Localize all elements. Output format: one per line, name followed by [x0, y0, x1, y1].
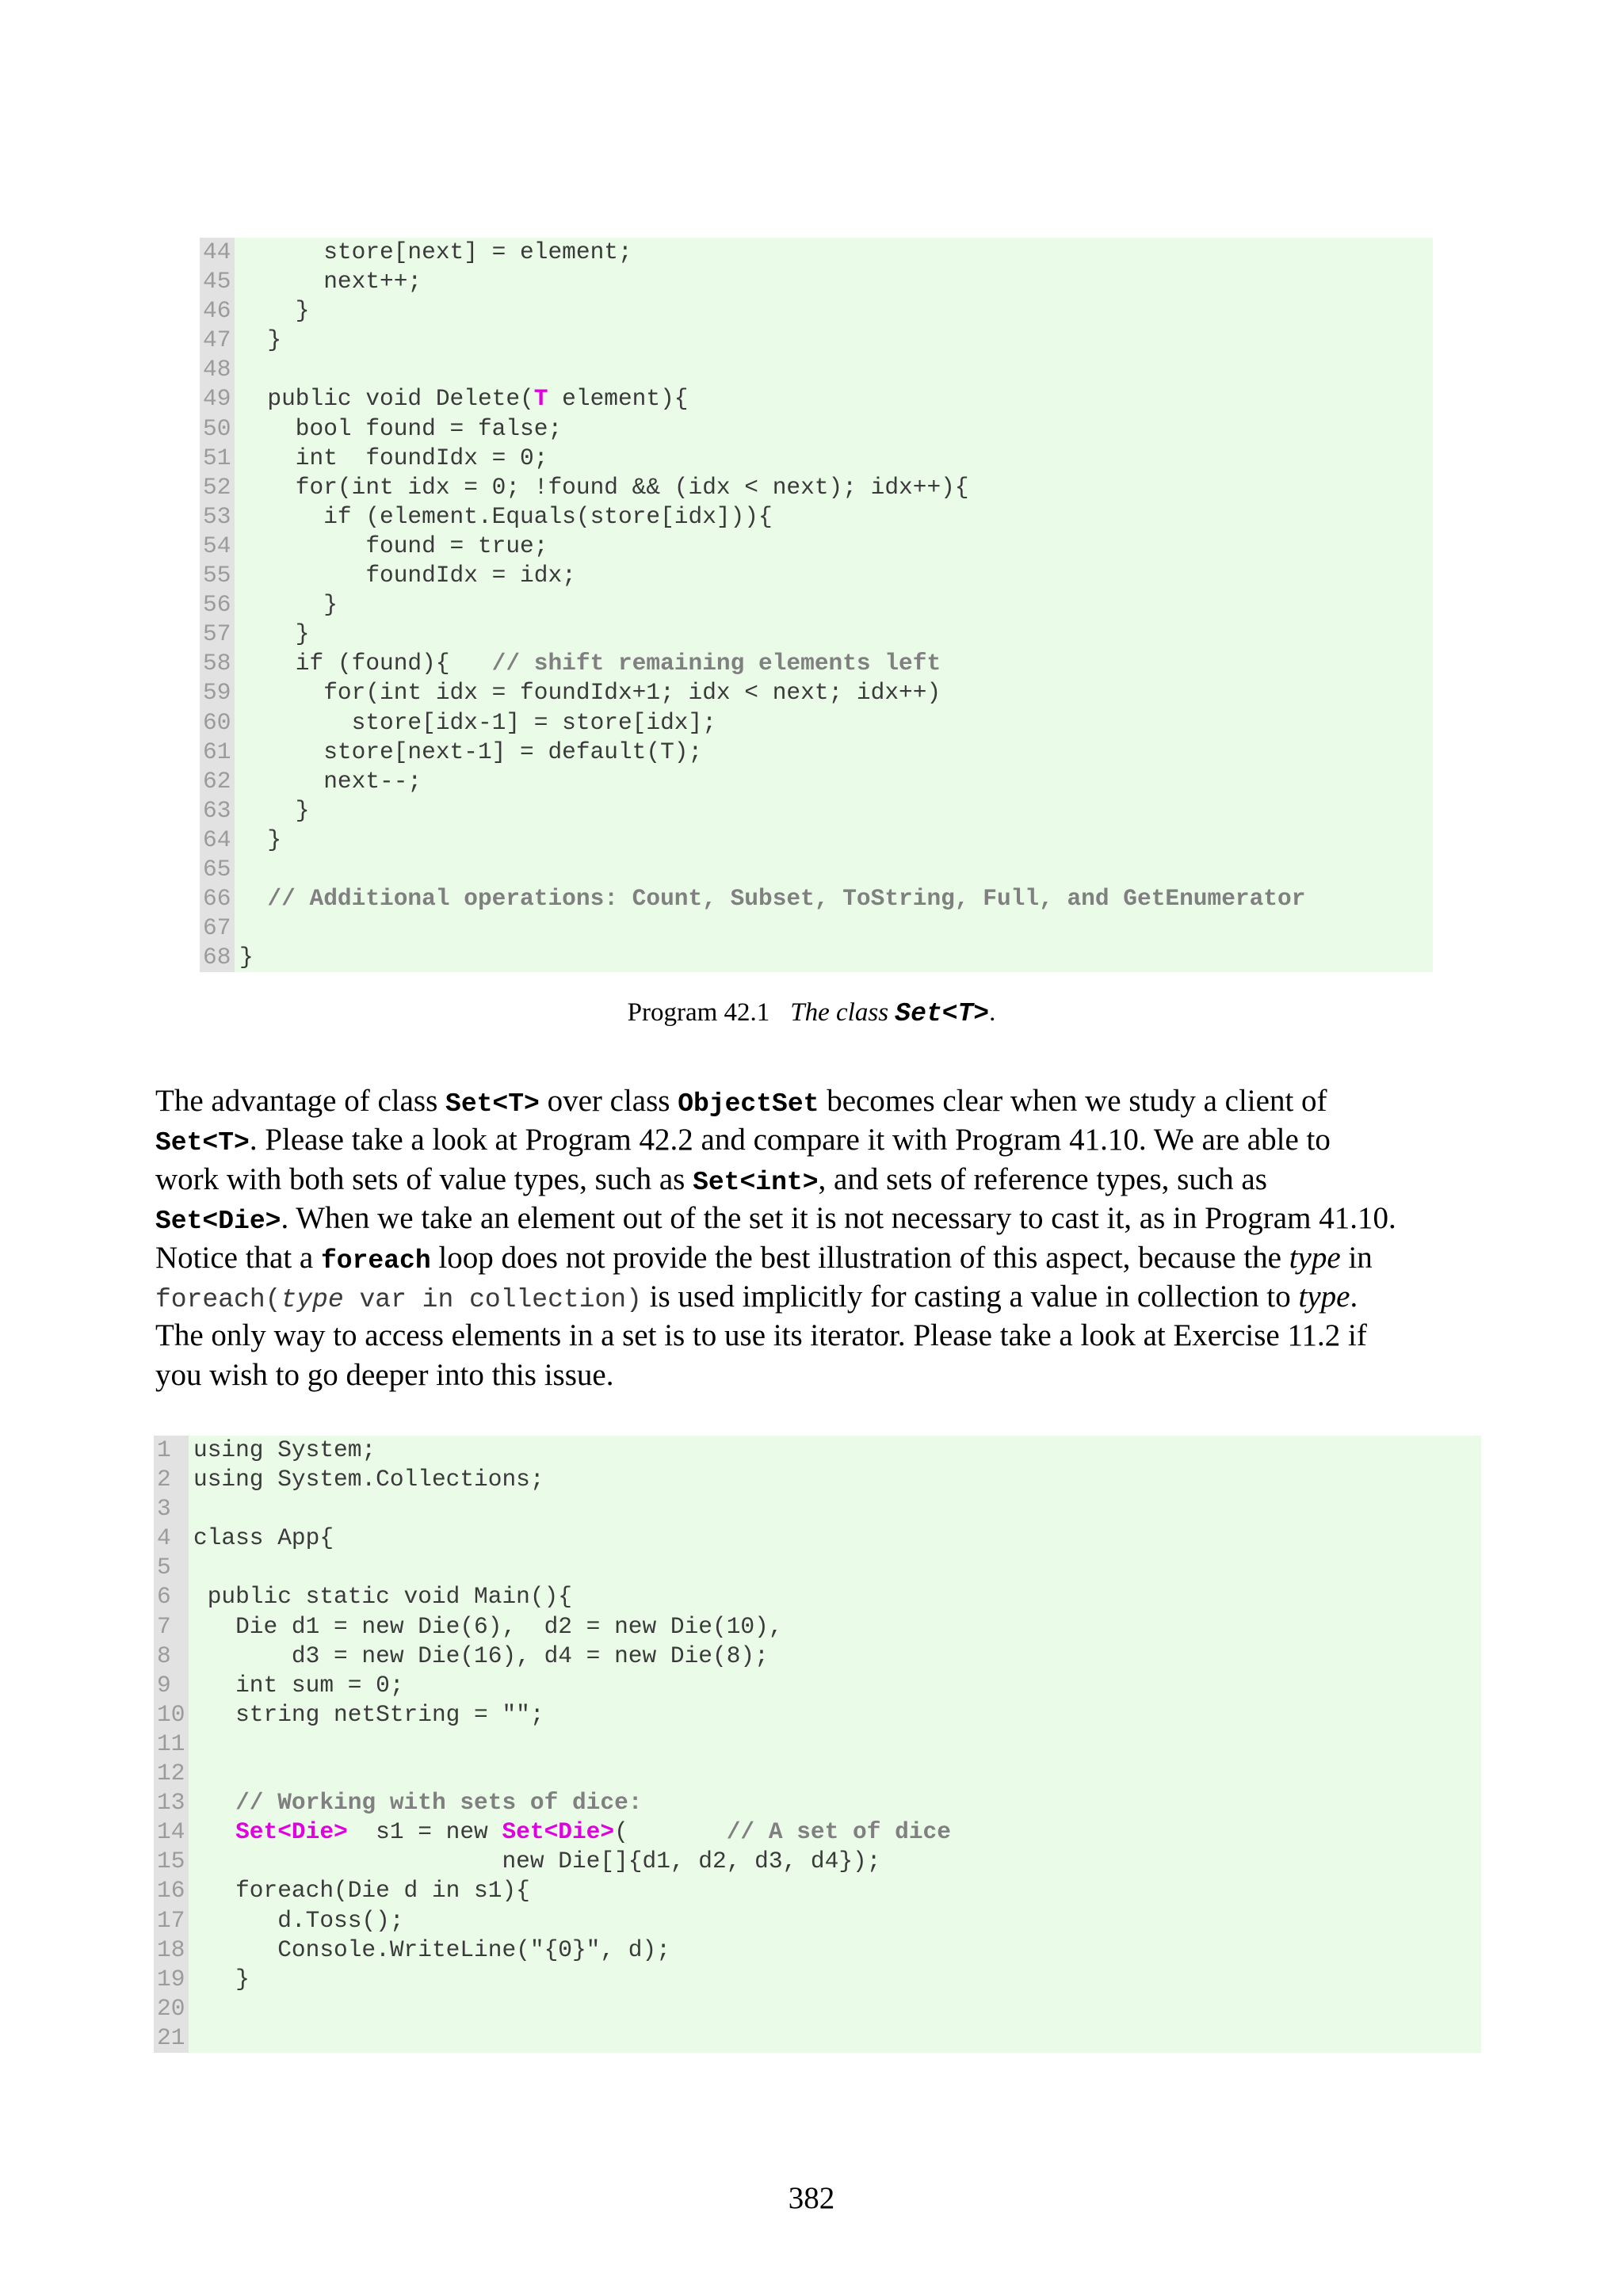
code-text: [235, 913, 239, 943]
code-token: d3 = new Die(16), d4 = new Die(8);: [193, 1642, 769, 1669]
code-token: [239, 885, 267, 912]
code-text: [235, 620, 310, 649]
code-line: [200, 384, 1433, 414]
inline-code-italic: type: [281, 1284, 344, 1314]
code-token: store[idx-1] = store[idx];: [239, 708, 716, 736]
line-number: 60: [200, 708, 235, 738]
line-number: 7: [154, 1612, 189, 1642]
code-token: int sum = 0;: [193, 1671, 404, 1699]
code-line: [200, 649, 1433, 678]
paragraph-line: [155, 1160, 1487, 1199]
code-keyword: Set<Die>: [502, 1818, 615, 1846]
code-line: [200, 561, 1433, 590]
line-number: 59: [200, 678, 235, 707]
listing-caption: [0, 997, 1623, 1030]
line-number: 17: [154, 1906, 189, 1936]
line-number: 16: [154, 1876, 189, 1905]
code-token: found = true;: [239, 532, 548, 559]
code-token: }: [239, 297, 310, 325]
text-run: .: [1350, 1279, 1358, 1314]
code-line: [200, 355, 1433, 384]
text-run: Notice that a: [155, 1240, 321, 1275]
code-token: store[next] = element;: [239, 238, 632, 265]
line-number: 50: [200, 414, 235, 444]
code-listing-program-42-2: [154, 1436, 1481, 2053]
code-token: Console.WriteLine("{0}", d);: [193, 1936, 670, 1963]
code-text: [189, 1906, 404, 1936]
line-number: 52: [200, 473, 235, 502]
code-token: }: [239, 796, 310, 824]
line-number: 6: [154, 1582, 189, 1611]
line-number: 66: [200, 884, 235, 913]
inline-code: Set<T>: [445, 1089, 540, 1119]
body-paragraph: [155, 1081, 1487, 1394]
code-token: }: [239, 620, 310, 648]
code-line: [200, 796, 1433, 826]
code-token: }: [239, 326, 282, 354]
code-text: [189, 1730, 193, 1759]
code-line: [200, 532, 1433, 561]
line-number: 11: [154, 1730, 189, 1759]
code-line: [200, 414, 1433, 444]
code-line: [154, 1730, 1481, 1759]
line-number: 68: [200, 943, 235, 972]
code-text: [235, 238, 632, 267]
line-number: 15: [154, 1847, 189, 1876]
code-keyword: Set<Die>: [235, 1818, 348, 1846]
code-line: [200, 444, 1433, 473]
line-number: 9: [154, 1671, 189, 1700]
code-text: [189, 1936, 670, 1965]
code-comment: // Additional operations: Count, Subset, ToString, Full, and GetEnumerator: [267, 885, 1306, 913]
code-text: [235, 561, 576, 590]
code-text: [189, 1494, 193, 1524]
code-text: [235, 502, 773, 532]
line-number: 57: [200, 620, 235, 649]
code-token: next++;: [239, 268, 422, 296]
code-comment: // shift remaining elements left: [491, 650, 941, 677]
code-token: if (element.Equals(store[idx])){: [239, 502, 773, 530]
code-line: [154, 1436, 1481, 1465]
code-token: Die d1 = new Die(6), d2 = new Die(10),: [193, 1612, 783, 1640]
code-text: [235, 855, 239, 884]
code-line: [154, 1671, 1481, 1700]
caption-code: Set<T>: [895, 999, 990, 1028]
code-token: store[next-1] = default(T);: [239, 738, 703, 765]
code-token: public void Delete(: [239, 385, 534, 413]
code-line: [154, 1817, 1481, 1847]
code-text: [235, 532, 548, 561]
line-number: 4: [154, 1524, 189, 1553]
paragraph-line: [155, 1120, 1487, 1159]
code-text: [189, 1788, 643, 1817]
code-text: [235, 767, 422, 796]
code-text: [189, 1436, 376, 1465]
code-line: [154, 1759, 1481, 1788]
text-run: . Please take a look at Program 42.2 and compare it with Program 41.10. We are able to: [249, 1123, 1331, 1158]
code-text: [235, 943, 254, 972]
line-number: 14: [154, 1817, 189, 1847]
code-listing-program-42-1: [200, 238, 1433, 972]
text-run: in: [1340, 1240, 1373, 1275]
code-line: [154, 1494, 1481, 1524]
line-number: 58: [200, 649, 235, 678]
code-line: [200, 913, 1433, 943]
code-line: [200, 238, 1433, 267]
code-text: [235, 826, 281, 855]
code-text: [235, 473, 969, 502]
code-text: [189, 1700, 544, 1730]
code-text: [235, 444, 548, 473]
paragraph-line: [155, 1316, 1487, 1355]
italic-term: type: [1298, 1279, 1350, 1314]
code-token: }: [239, 826, 282, 853]
code-text: [235, 384, 689, 414]
code-line: [154, 1847, 1481, 1876]
code-text: [189, 1582, 572, 1611]
paragraph-line: [155, 1081, 1487, 1120]
code-token: foreach(Die d in s1){: [193, 1877, 530, 1905]
paragraph-line: [155, 1238, 1487, 1277]
line-number: 65: [200, 855, 235, 884]
text-run: . When we take an element out of the set it is not necessary to cast it, as in Program 41.10.: [281, 1201, 1396, 1236]
line-number: 47: [200, 326, 235, 355]
code-token: [193, 1818, 235, 1845]
text-run: , and sets of reference types, such as: [818, 1161, 1267, 1196]
code-token: next--;: [239, 767, 422, 795]
line-number: 13: [154, 1788, 189, 1817]
code-token: }: [239, 944, 254, 971]
code-token: s1 = new: [347, 1818, 502, 1846]
line-number: 64: [200, 826, 235, 855]
code-line: [154, 2023, 1481, 2053]
line-number: 46: [200, 296, 235, 326]
code-text: [235, 414, 562, 444]
code-text: [189, 1612, 783, 1642]
line-number: 1: [154, 1436, 189, 1465]
code-line: [200, 620, 1433, 649]
code-text: [189, 1759, 193, 1788]
code-line: [154, 1994, 1481, 2023]
inline-code: var in collection): [343, 1284, 642, 1314]
paragraph-line: [155, 1356, 1487, 1394]
code-line: [154, 1876, 1481, 1905]
code-token: d.Toss();: [193, 1906, 404, 1934]
code-text: [189, 1671, 404, 1700]
code-line: [154, 1553, 1481, 1582]
line-number: 18: [154, 1936, 189, 1965]
code-line: [154, 1936, 1481, 1965]
line-number: 55: [200, 561, 235, 590]
code-keyword: T: [533, 385, 548, 413]
text-run: over class: [539, 1084, 678, 1118]
page-number: 382: [788, 2181, 835, 2215]
line-number: 61: [200, 738, 235, 767]
paragraph-line: [155, 1199, 1487, 1238]
code-text: [235, 355, 239, 384]
code-text: [235, 796, 310, 826]
code-token: foundIdx = idx;: [239, 562, 576, 589]
text-run: loop does not provide the best illustration of this aspect, because the: [430, 1240, 1289, 1275]
line-number: 49: [200, 384, 235, 414]
code-token: element){: [548, 385, 689, 413]
code-line: [200, 884, 1433, 913]
code-text: [235, 678, 941, 707]
code-text: [189, 1465, 544, 1494]
code-line: [200, 326, 1433, 355]
code-line: [200, 296, 1433, 326]
code-token: }: [193, 1965, 250, 1993]
code-line: [200, 708, 1433, 738]
line-number: 3: [154, 1494, 189, 1524]
line-number: 51: [200, 444, 235, 473]
code-line: [200, 826, 1433, 855]
code-token: for(int idx = foundIdx+1; idx < next; idx++): [239, 679, 941, 707]
line-number: 62: [200, 767, 235, 796]
code-text: [189, 1847, 880, 1876]
code-line: [200, 943, 1433, 972]
code-token: for(int idx = 0; !found && (idx < next); idx++){: [239, 473, 969, 501]
code-text: [235, 884, 1305, 913]
caption-period: .: [989, 998, 996, 1027]
code-text: [235, 738, 702, 767]
code-text: [235, 649, 941, 678]
line-number: 44: [200, 238, 235, 267]
code-token: }: [239, 591, 338, 619]
caption-label: Program 42.1: [627, 998, 770, 1027]
code-token: (: [614, 1818, 727, 1846]
line-number: 8: [154, 1642, 189, 1671]
text-run: work with both sets of value types, such as: [155, 1161, 693, 1196]
paragraph-line: [155, 1277, 1487, 1316]
code-text: [189, 1994, 193, 2023]
code-line: [200, 590, 1433, 620]
code-text: [235, 267, 422, 296]
code-line: [154, 1612, 1481, 1642]
code-line: [200, 502, 1433, 532]
line-number: 45: [200, 267, 235, 296]
code-line: [200, 267, 1433, 296]
code-token: [193, 1789, 235, 1816]
code-text: [235, 590, 338, 620]
code-text: [189, 2023, 193, 2053]
code-text: [189, 1524, 334, 1553]
line-number: 63: [200, 796, 235, 826]
code-line: [154, 1788, 1481, 1817]
code-text: [235, 326, 281, 355]
code-line: [154, 1700, 1481, 1730]
code-text: [189, 1817, 951, 1847]
inline-code: Set<Die>: [155, 1207, 281, 1237]
code-line: [200, 738, 1433, 767]
line-number: 12: [154, 1759, 189, 1788]
code-line: [200, 855, 1433, 884]
code-token: using System;: [193, 1436, 376, 1463]
inline-code: Set<T>: [155, 1128, 250, 1158]
line-number: 10: [154, 1700, 189, 1730]
inline-code: foreach(: [155, 1284, 281, 1314]
line-number: 20: [154, 1994, 189, 2023]
code-line: [154, 1965, 1481, 1994]
code-line: [154, 1642, 1481, 1671]
line-number: 21: [154, 2023, 189, 2053]
text-run: becomes clear when we study a client of: [819, 1084, 1327, 1118]
code-text: [189, 1965, 250, 1994]
line-number: 2: [154, 1465, 189, 1494]
line-number: 5: [154, 1553, 189, 1582]
text-run: The only way to access elements in a set is to use its iterator. Please take a look at Exercise 11.2 if: [155, 1318, 1367, 1353]
text-run: The advantage of class: [155, 1084, 446, 1118]
line-number: 53: [200, 502, 235, 532]
code-token: int foundIdx = 0;: [239, 444, 548, 471]
text-run: is used implicitly for casting a value in collection to: [641, 1279, 1299, 1314]
code-line: [154, 1582, 1481, 1611]
code-text: [189, 1553, 193, 1582]
text-run: you wish to go deeper into this issue.: [155, 1357, 614, 1392]
line-number: 48: [200, 355, 235, 384]
line-number: 67: [200, 913, 235, 943]
inline-code: foreach: [321, 1245, 431, 1276]
code-token: if (found){: [239, 650, 492, 677]
code-token: using System.Collections;: [193, 1466, 544, 1493]
code-token: new Die[]{d1, d2, d3, d4});: [193, 1848, 881, 1875]
inline-code: Set<int>: [693, 1167, 819, 1197]
line-number: 56: [200, 590, 235, 620]
code-token: string netString = "";: [193, 1700, 544, 1728]
line-number: 54: [200, 532, 235, 561]
code-token: public static void Main(){: [193, 1583, 572, 1611]
line-number: 19: [154, 1965, 189, 1994]
code-comment: // Working with sets of dice:: [235, 1789, 643, 1817]
code-text: [189, 1876, 530, 1905]
inline-code: ObjectSet: [678, 1089, 819, 1119]
code-text: [235, 708, 716, 738]
code-line: [200, 767, 1433, 796]
code-text: [189, 1642, 769, 1671]
code-token: bool found = false;: [239, 414, 563, 442]
code-line: [154, 1906, 1481, 1936]
code-line: [154, 1524, 1481, 1553]
code-line: [154, 1465, 1481, 1494]
italic-term: type: [1289, 1240, 1341, 1275]
caption-text: The class: [790, 998, 896, 1027]
code-comment: // A set of dice: [726, 1818, 951, 1846]
code-line: [200, 678, 1433, 707]
code-line: [200, 473, 1433, 502]
code-token: class App{: [193, 1524, 334, 1552]
code-text: [235, 296, 310, 326]
